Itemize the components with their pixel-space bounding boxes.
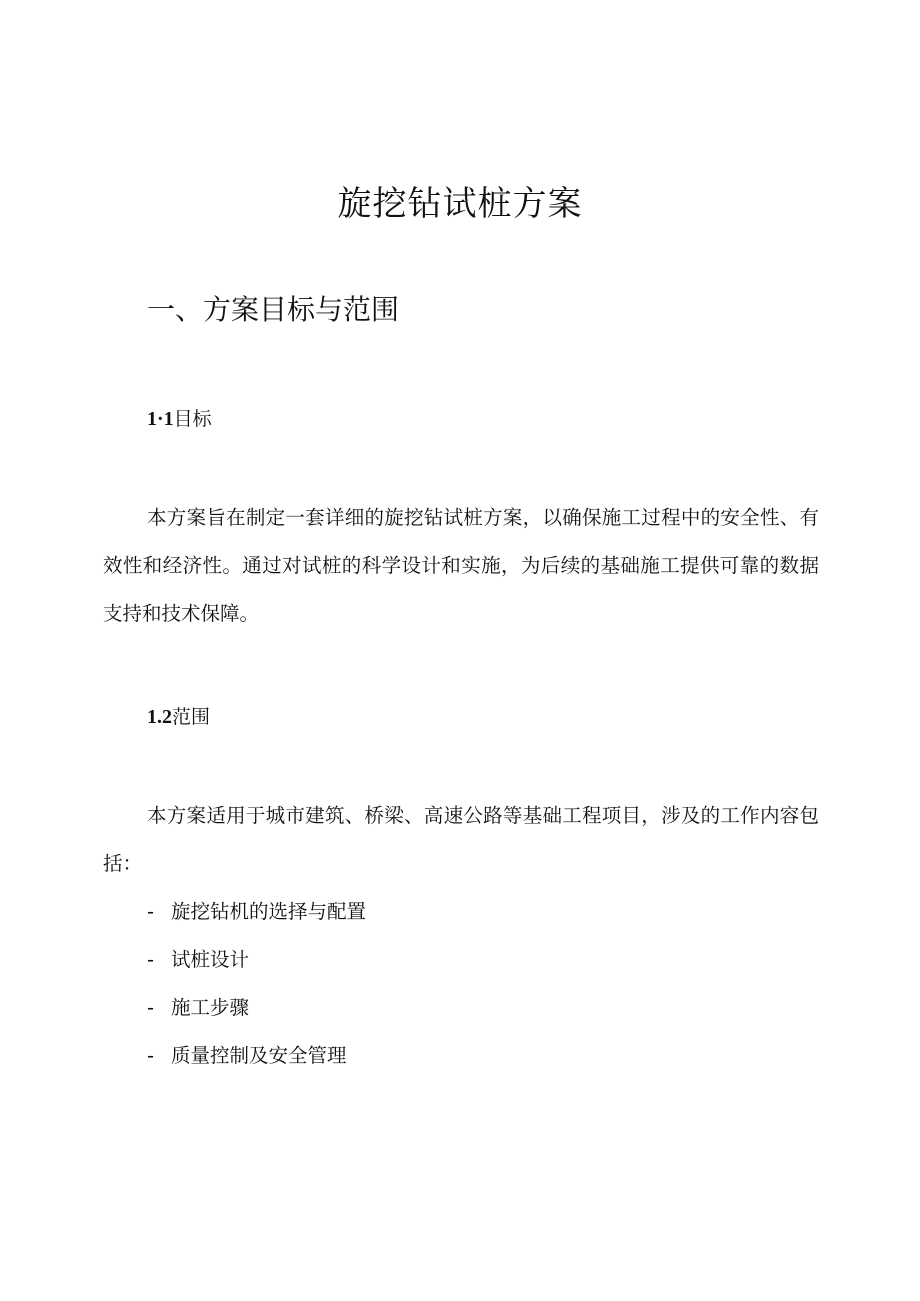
scope-list <box>147 888 366 1080</box>
subsection-heading-1-2 <box>147 703 210 731</box>
dash-marker: - <box>147 1044 155 1067</box>
list-item <box>147 936 366 984</box>
dash-marker: - <box>147 948 155 971</box>
document-title: 旋挖钻试桩方案 <box>337 184 583 224</box>
subsection-number: 1.2 <box>147 706 172 728</box>
objective-paragraph: 本方案旨在制定一套详细的旋挖钻试桩方案，以确保施工过程中的安全性、有效性和经济性。通过对试桩的科学设计和实施，为后续的基础施工提供可靠的数据支持和技术保障。 <box>103 506 819 625</box>
list-item-text: 旋挖钻机的选择与配置 <box>171 900 367 923</box>
list-item <box>147 984 366 1032</box>
list-item-text: 质量控制及安全管理 <box>171 1044 347 1067</box>
list-item-text: 试桩设计 <box>171 948 250 971</box>
list-item <box>147 888 366 936</box>
scope-paragraph: 本方案适用于城市建筑、桥梁、高速公路等基础工程项目，涉及的工作内容包括： <box>103 804 819 875</box>
list-item <box>147 1032 366 1080</box>
list-item-text: 施工步骤 <box>171 996 250 1019</box>
section-heading: 一、方案目标与范围 <box>147 293 400 326</box>
subsection-number: 1·1 <box>147 408 174 430</box>
subsection-label: 范围 <box>172 706 211 728</box>
subsection-heading-1-1 <box>147 405 212 433</box>
dash-marker: - <box>147 996 155 1019</box>
subsection-label: 目标 <box>173 408 212 430</box>
dash-marker: - <box>147 900 155 923</box>
